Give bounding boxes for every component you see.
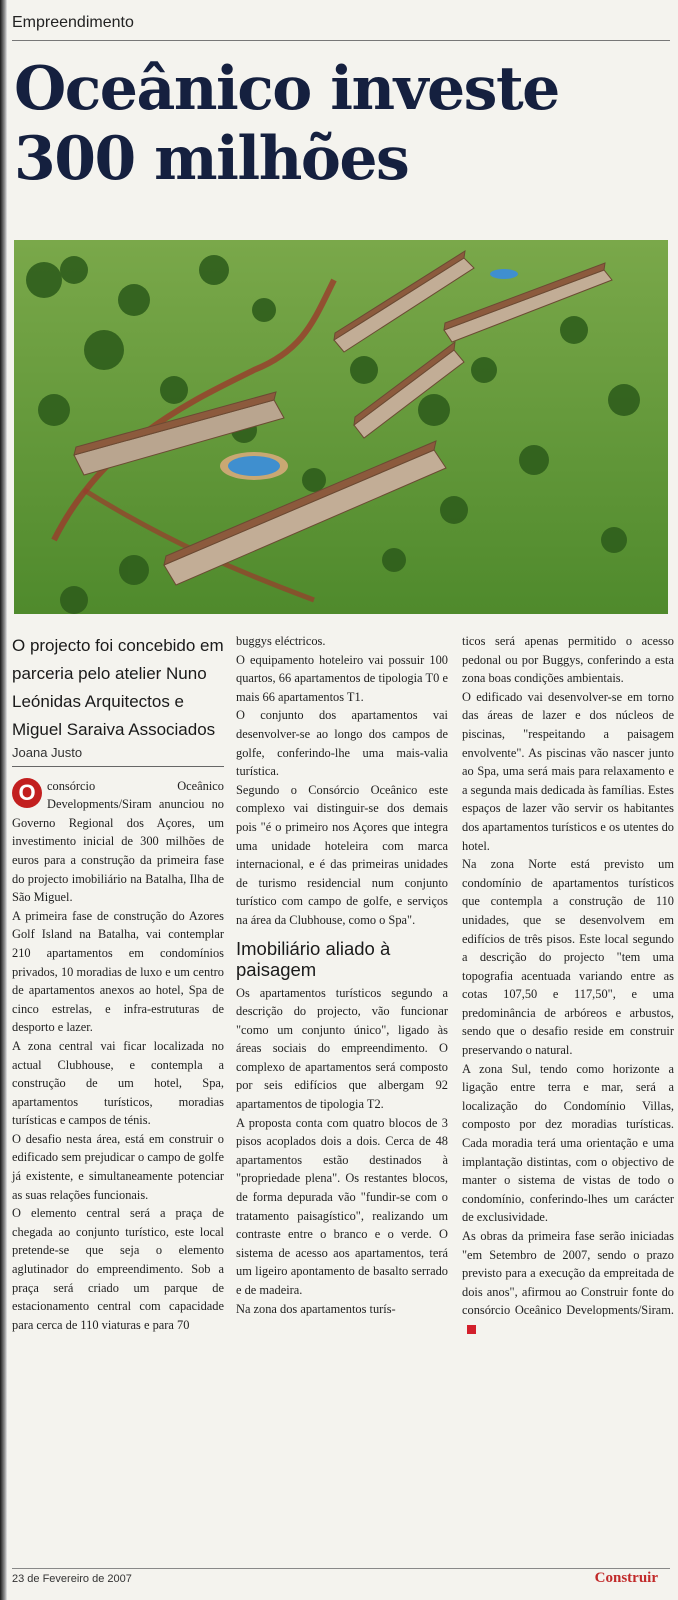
section-label: Empreendimento <box>12 14 134 31</box>
paragraph: A proposta conta com quatro blocos de 3 pisos acoplados dois a dois. Cerca de 48 apartamentos estão destinados à "propriedade plena". Os restantes blocos, de forma depurada vão "fundir-se com o tratamento paisagístico", realizando um contraste entre o branco e o verde. O sistema de acesso aos apartamentos, terá um ligeiro apontamento de basalto serrado e de madeira. <box>236 1115 448 1297</box>
paragraph-text: consórcio Oceânico Developments/Siram anunciou no Governo Regional dos Açores, um investimento inicial de 300 milhões de euros para a construção da primeira fase do projecto imobiliário na Batalha, Ilha de São Miguel. <box>12 778 224 905</box>
resort-rendering-image <box>14 240 668 614</box>
headline-line-1: Oceânico investe <box>14 54 559 124</box>
paragraph <box>12 777 224 907</box>
byline: Joana Justo <box>12 744 224 767</box>
paragraph: O desafio nesta área, está em construir o edificado sem prejudicar o campo de golfe já existente, e simultaneamente potenciar as suas relações funcionais. <box>12 1131 224 1202</box>
text-column-1 <box>12 632 224 1334</box>
text-column-2 <box>236 632 448 1318</box>
footer-date: 23 de Fevereiro de 2007 <box>12 1573 132 1585</box>
page-spine <box>0 0 7 1600</box>
paragraph: ticos será apenas permitido o acesso pedonal ou por Buggys, conferindo a esta zona boas condições ambientais. <box>462 634 674 686</box>
drop-cap: O <box>12 778 42 808</box>
footer-brand-logo: Construir <box>594 1570 658 1586</box>
subheading: Imobiliário aliado à paisagem <box>236 937 391 980</box>
paragraph: O edificado vai desenvolver-se em torno das áreas de lazer e dos núcleos de piscinas, "respeitando a paisagem envolvente". As piscinas vão nascer junto ao Spa, uma será mais para relaxamento e a segunda mais dedicada às famílias. Estes espaços de lazer vão servir os habitantes dos apartamentos turísticos e os utentes do hotel. <box>462 689 674 853</box>
paragraph: A primeira fase de construção do Azores Golf Island na Batalha, vai contemplar 210 apartamentos em condomínios privados, 10 moradias de luxo e um centro de apartamentos anexos ao hotel, Spa de cinco estrelas, e infra-estruturas de desporto e lazer. <box>12 908 224 1035</box>
paragraph: O elemento central será a praça de chegada ao conjunto turístico, este local pretende-se que seja o elemento aglutinador do empreendimento. Sob a praça será criado um parque de estacionamento central com capacidade para cerca de 110 viaturas e para 70 <box>12 1206 224 1332</box>
paragraph: Os apartamentos turísticos segundo a descrição do projecto, vão funcionar "como um conjunto único", ligado às áreas sociais do empreendimento. O complexo de apartamentos será composto por seis edifícios que albergam 92 apartamentos de tipologia T2. <box>236 985 448 1112</box>
paragraph: O conjunto dos apartamentos vai desenvolver-se ao longo dos campos de golfe, conferindo-lhe uma mais-valia turística. <box>236 708 448 779</box>
paragraph <box>462 1227 674 1339</box>
paragraph-text: As obras da primeira fase serão iniciadas "em Setembro de 2007, sendo o prazo previsto para a execução da empreitada de dois anos", afirmou ao Construir fonte do consórcio Oceânico Developments/Siram. <box>462 1229 674 1318</box>
paragraph: Na zona Norte está previsto um condomínio de apartamentos turísticos que contempla a construção de 110 unidades, que se desenvolvem em edifícios de três pisos. Este local segundo a descrição do projecto "tem uma topografia acentuada variando entre as cotas 107,50 e 117,50", e uma predominância de arbóreos e arbustos, sendo que o desafio reside em construir preservando o natural. <box>462 857 674 1058</box>
headline-line-2: 300 milhões <box>14 124 409 194</box>
paragraph: A zona Sul, tendo como horizonte a ligação entre terra e mar, será a localização do Condomínio Villas, composto por dez moradias turísticas. Cada moradia terá uma orientação e uma implantação distintas, com o objectivo de manter o sistema de vistas de todo o condomínio, conferindo-lhes um carácter de exclusividade. <box>462 1061 674 1225</box>
end-mark-icon <box>467 1325 476 1334</box>
paragraph: Segundo o Consórcio Oceânico este complexo vai distinguir-se dos demais pois "é o primeiro nos Açores que integra uma unidade hoteleira com marca internacional, e é das primeiras unidades de turismo residencial num conjunto turístico com campo de golfe, e serviços na área da Clubhouse, como o Spa". <box>236 782 448 927</box>
standfirst: O projecto foi concebido em parceria pelo atelier Nuno Leónidas Arquitectos e Miguel Saraiva Associados <box>12 636 224 739</box>
paragraph: A zona central vai ficar localizada no actual Clubhouse, e contempla a construção de um hotel, Spa, apartamentos turísticos, moradias turísticas e campos de ténis. <box>12 1038 224 1128</box>
bottom-rule <box>12 1568 670 1569</box>
headline <box>14 54 559 194</box>
paragraph: Na zona dos apartamentos turís- <box>236 1301 396 1316</box>
paragraph: O equipamento hoteleiro vai possuir 100 quartos, 66 apartamentos de tipologia T0 e mais 66 apartamentos T1. <box>236 652 448 704</box>
paragraph: buggys eléctricos. <box>236 634 326 648</box>
text-column-3 <box>462 632 674 1339</box>
top-rule <box>12 40 670 41</box>
